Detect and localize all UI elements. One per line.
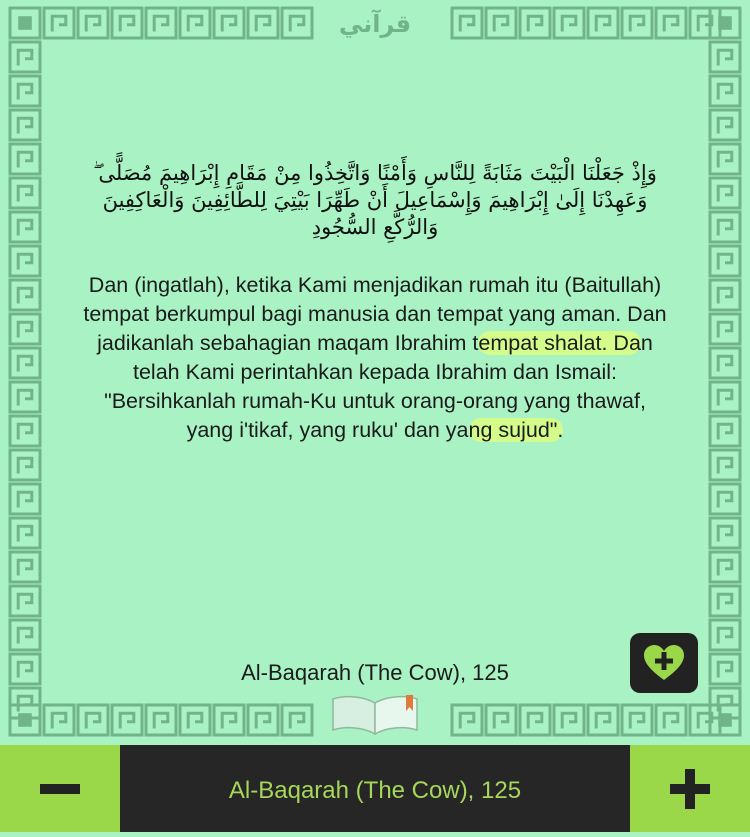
border-ornament xyxy=(214,705,244,735)
border-ornament xyxy=(710,552,740,582)
heart-plus-icon xyxy=(643,644,685,682)
verse-reference: Al-Baqarah (The Cow), 125 xyxy=(241,660,509,685)
border-ornament xyxy=(290,16,304,31)
border-ornament xyxy=(10,552,40,582)
border-ornament xyxy=(18,322,32,337)
border-ornament xyxy=(718,220,732,235)
border-ornament xyxy=(520,8,550,38)
border-ornament xyxy=(690,8,720,38)
border-ornament xyxy=(486,705,516,735)
border-ornament xyxy=(10,178,40,208)
highlight-2[interactable]: ng sujud". xyxy=(468,418,564,442)
border-ornament xyxy=(18,713,32,727)
border-ornament xyxy=(18,390,32,405)
border-ornament xyxy=(10,484,40,514)
border-ornament xyxy=(188,713,202,728)
border-ornament xyxy=(718,118,732,133)
border-ornament xyxy=(10,518,40,548)
border-ornament xyxy=(718,594,732,609)
border-ornament xyxy=(656,8,686,38)
border-ornament xyxy=(256,713,270,728)
border-ornament xyxy=(718,560,732,575)
border-ornament xyxy=(10,110,40,140)
border-ornament xyxy=(656,705,686,735)
border-ornament xyxy=(494,713,508,728)
border-ornament xyxy=(188,16,202,31)
border-ornament xyxy=(528,713,542,728)
translation-text-2: n telah Kami perintahkan kepada Ibrahim dan Ismail: "Bersihkanlah rumah-Ku untuk orang-orang yang thawaf, yang i'tikaf, yang ruku' dan ya xyxy=(104,331,653,442)
border-ornament xyxy=(10,76,40,106)
border-ornament xyxy=(596,16,610,31)
add-favorite-button[interactable] xyxy=(630,633,698,693)
border-ornament xyxy=(86,713,100,728)
border-ornament xyxy=(718,628,732,643)
border-ornament xyxy=(630,16,644,31)
border-ornament xyxy=(18,356,32,371)
border-ornament xyxy=(154,16,168,31)
border-ornament xyxy=(718,492,732,507)
border-ornament xyxy=(718,288,732,303)
border-ornament xyxy=(52,16,66,31)
border-ornament xyxy=(664,16,678,31)
border-ornament xyxy=(18,186,32,201)
verse-content xyxy=(78,160,672,445)
border-ornament xyxy=(10,348,40,378)
border-ornament xyxy=(452,705,482,735)
border-ornament xyxy=(18,458,32,473)
border-ornament xyxy=(44,705,74,735)
border-ornament xyxy=(18,254,32,269)
border-ornament xyxy=(18,288,32,303)
border-ornament xyxy=(18,526,32,541)
border-ornament xyxy=(718,186,732,201)
border-ornament xyxy=(10,620,40,650)
border-ornament xyxy=(10,586,40,616)
border-ornament xyxy=(146,705,176,735)
translation-text-1: Dan (ingatlah), ketika Kami menjadikan rumah itu (Baitullah) tempat berkumpul bagi manusia dan tempat yang aman. Dan jadikanlah sebahagian maqam Ibrahim t xyxy=(83,273,667,355)
border-ornament xyxy=(630,713,644,728)
border-ornament xyxy=(718,322,732,337)
border-ornament xyxy=(710,314,740,344)
plus-icon xyxy=(670,769,710,809)
border-ornament xyxy=(486,8,516,38)
border-ornament xyxy=(622,8,652,38)
border-ornament xyxy=(710,42,740,72)
border-ornament xyxy=(710,484,740,514)
app-logo xyxy=(325,6,425,42)
border-ornament xyxy=(718,526,732,541)
border-ornament xyxy=(52,713,66,728)
border-ornament xyxy=(214,8,244,38)
border-ornament xyxy=(18,594,32,609)
border-ornament xyxy=(10,450,40,480)
border-ornament xyxy=(718,50,732,65)
border-ornament xyxy=(18,424,32,439)
current-verse-title[interactable]: Al-Baqarah (The Cow), 125 xyxy=(228,777,522,804)
border-ornament xyxy=(18,220,32,235)
border-ornament xyxy=(18,50,32,65)
border-ornament xyxy=(120,713,134,728)
border-ornament xyxy=(710,518,740,548)
border-ornament xyxy=(622,705,652,735)
border-ornament xyxy=(460,16,474,31)
border-ornament xyxy=(528,16,542,31)
border-ornament xyxy=(10,42,40,72)
border-ornament xyxy=(44,8,74,38)
border-ornament xyxy=(282,705,312,735)
minus-icon xyxy=(40,784,80,794)
border-ornament xyxy=(718,84,732,99)
border-ornament xyxy=(710,76,740,106)
border-ornament xyxy=(718,254,732,269)
previous-verse-button[interactable] xyxy=(0,745,120,832)
app-logo-text: قرآني xyxy=(338,10,412,38)
highlight-1[interactable]: empat shalat. Da xyxy=(478,331,641,355)
border-ornament xyxy=(520,705,550,735)
border-ornament xyxy=(10,382,40,412)
border-ornament xyxy=(18,118,32,133)
border-ornament xyxy=(256,16,270,31)
border-ornament xyxy=(18,560,32,575)
border-ornament xyxy=(710,450,740,480)
arabic-verse: وَإِذْ جَعَلْنَا الْبَيْتَ مَثَابَةً لِلنَّاسِ وَأَمْنًا وَاتَّخِذُوا مِنْ مَقَامِ إِبْرَاهِيمَ مُصَلًّى ۖ وَعَهِدْنَا إِلَىٰ إِبْرَاهِيمَ وَإِسْمَاعِيلَ أَنْ طَهِّرَا بَيْتِيَ لِلطَّائِفِينَ وَالْعَاكِفِينَ وَالرُّكَّعِ السُّجُودِ xyxy=(93,161,657,239)
border-ornament xyxy=(112,8,142,38)
border-ornament xyxy=(154,713,168,728)
border-ornament xyxy=(18,16,32,30)
border-ornament xyxy=(718,458,732,473)
border-ornament xyxy=(248,705,278,735)
border-ornament xyxy=(710,416,740,446)
border-ornament xyxy=(710,280,740,310)
border-ornament xyxy=(460,713,474,728)
border-ornament xyxy=(710,178,740,208)
border-ornament xyxy=(86,16,100,31)
border-ornament xyxy=(18,152,32,167)
next-verse-button[interactable] xyxy=(630,745,750,832)
border-ornament xyxy=(222,16,236,31)
border-ornament xyxy=(710,620,740,650)
border-ornament xyxy=(290,713,304,728)
border-ornament xyxy=(10,212,40,242)
border-ornament xyxy=(554,8,584,38)
border-ornament xyxy=(710,348,740,378)
border-ornament xyxy=(554,705,584,735)
border-ornament xyxy=(10,144,40,174)
border-ornament xyxy=(690,705,720,735)
border-ornament xyxy=(180,705,210,735)
border-ornament xyxy=(78,8,108,38)
border-ornament xyxy=(710,246,740,276)
border-ornament xyxy=(710,586,740,616)
border-ornament xyxy=(596,713,610,728)
border-ornament xyxy=(112,705,142,735)
border-ornament xyxy=(180,8,210,38)
border-ornament xyxy=(588,8,618,38)
border-ornament xyxy=(18,492,32,507)
border-ornament xyxy=(10,416,40,446)
border-ornament xyxy=(588,705,618,735)
border-ornament xyxy=(18,628,32,643)
verse-translation xyxy=(78,271,672,445)
border-ornament xyxy=(222,713,236,728)
border-ornament xyxy=(718,424,732,439)
border-ornament xyxy=(248,8,278,38)
bottom-nav-bar xyxy=(0,745,750,832)
border-ornament xyxy=(10,280,40,310)
border-ornament xyxy=(710,110,740,140)
border-ornament xyxy=(146,8,176,38)
border-ornament xyxy=(10,314,40,344)
border-ornament xyxy=(718,152,732,167)
border-ornament xyxy=(710,382,740,412)
border-ornament xyxy=(78,705,108,735)
border-ornament xyxy=(710,144,740,174)
border-ornament xyxy=(494,16,508,31)
open-book-icon xyxy=(330,693,420,735)
border-ornament xyxy=(120,16,134,31)
border-ornament xyxy=(282,8,312,38)
border-ornament xyxy=(718,356,732,371)
border-ornament xyxy=(718,390,732,405)
border-ornament xyxy=(562,713,576,728)
border-ornament xyxy=(18,84,32,99)
border-ornament xyxy=(562,16,576,31)
border-ornament xyxy=(664,713,678,728)
border-ornament xyxy=(710,212,740,242)
border-ornament xyxy=(452,8,482,38)
border-ornament xyxy=(10,246,40,276)
